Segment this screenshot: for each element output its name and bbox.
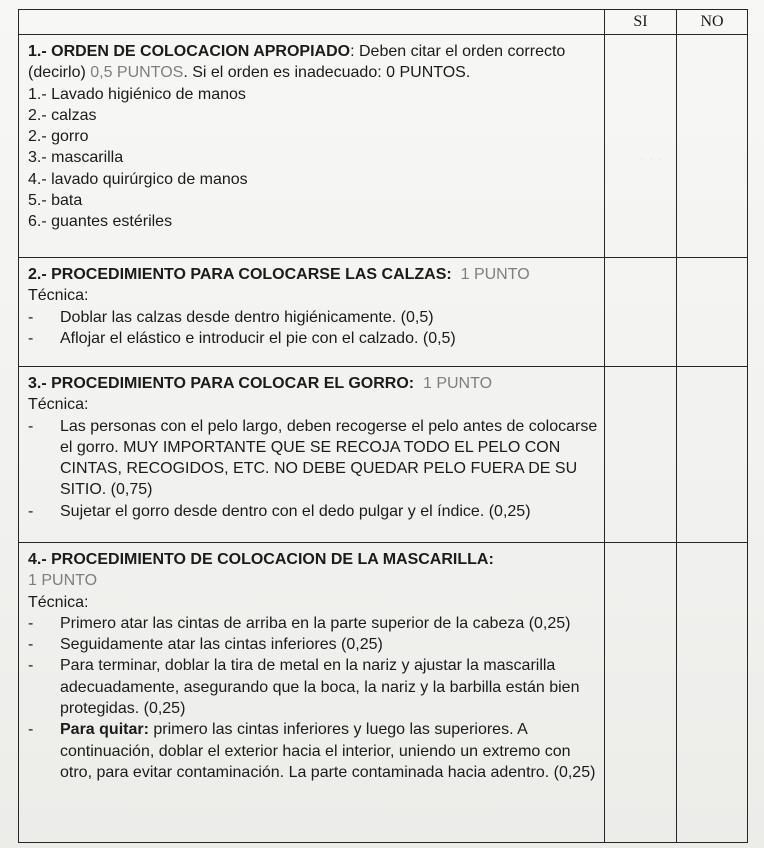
header-row	[19, 10, 748, 35]
header-blank-cell	[19, 10, 605, 35]
section-4-technique: Técnica:	[28, 593, 89, 611]
header-no: NO	[677, 10, 748, 35]
header-si: SI	[605, 10, 677, 35]
section-1-cell	[19, 35, 605, 258]
section-1-si-cell[interactable]	[605, 35, 677, 258]
section-1-intro-a: : Deben citar el orden correcto (decirlo)	[28, 43, 566, 82]
section-3-no-cell[interactable]	[677, 367, 748, 543]
section-1-intro	[28, 41, 600, 84]
order-item: 3.- mascarilla	[28, 149, 124, 167]
section-2-no-cell[interactable]	[677, 258, 748, 367]
section-4-bullet-remove	[28, 719, 600, 783]
section-4-no-cell[interactable]	[677, 543, 748, 843]
section-3-bullet: - Sujetar el gorro desde dentro con el dedo pulgar y el índice. (0,25)	[28, 501, 600, 522]
order-item: 4.- lavado quirúrgico de manos	[28, 170, 248, 188]
section-3-title: 3.- PROCEDIMIENTO PARA COLOCAR EL GORRO:	[28, 375, 415, 392]
section-3-bullet: - Las personas con el pelo largo, deben recogerse el pelo antes de colocarse el gorro. MUY IMPORTANTE QUE SE RECOJA TODO EL PELO CON CINTAS, RECOGIDOS, ETC. NO DEBE QUEDAR PELO FUERA DE SU SITIO. (0,75)	[28, 416, 600, 501]
section-3-si-cell[interactable]	[605, 367, 677, 543]
section-2-bullet: - Aflojar el elástico e introducir el pie con el calzado. (0,5)	[28, 328, 600, 349]
section-4-bullet: - Para terminar, doblar la tira de metal en la nariz y ajustar la mascarilla adecuadamente, asegurando que la boca, la nariz y la barbilla están bien protegidas. (0,25)	[28, 655, 600, 719]
order-item: 2.- calzas	[28, 106, 97, 124]
section-1-intro-b: . Si el orden es inadecuado: 0 PUNTOS.	[183, 64, 471, 82]
section-2-title: 2.- PROCEDIMIENTO PARA COLOCARSE LAS CALZAS:	[28, 266, 452, 283]
evaluation-table	[18, 9, 748, 843]
section-2-row	[19, 258, 748, 367]
order-item: 6.- guantes estériles	[28, 213, 173, 231]
section-4-title: 4.- PROCEDIMIENTO DE COLOCACION DE LA MASCARILLA:	[28, 551, 494, 568]
section-2-bullet: - Doblar las calzas desde dentro higiénicamente. (0,5)	[28, 307, 600, 328]
section-2-technique: Técnica:	[28, 287, 89, 305]
section-4-bullet: - Primero atar las cintas de arriba en la parte superior de la cabeza (0,25)	[28, 613, 600, 634]
section-2-points: 1 PUNTO	[460, 266, 530, 283]
section-4-points: 1 PUNTO	[28, 572, 98, 590]
remove-text: primero las cintas inferiores y luego las superiores. A continuación, doblar el exterior hacia el interior, uniendo un extremo con otro, para evitar contaminación. La parte contaminada hacia adentro. (0,25)	[60, 721, 596, 781]
bleed-through-text: · · ·	[640, 150, 662, 166]
section-3-cell	[19, 367, 605, 543]
section-2-si-cell[interactable]	[605, 258, 677, 367]
remove-label: Para quitar:	[60, 721, 149, 739]
section-1-title: 1.- ORDEN DE COLOCACION APROPIADO	[28, 43, 351, 60]
section-1-points: 0,5 PUNTOS	[90, 64, 184, 82]
order-item: 2.- gorro	[28, 128, 89, 146]
section-1-row	[19, 35, 748, 258]
section-3-row	[19, 367, 748, 543]
section-1-no-cell[interactable]	[677, 35, 748, 258]
section-3-technique: Técnica:	[28, 396, 89, 414]
section-2-cell	[19, 258, 605, 367]
section-4-bullet: - Seguidamente atar las cintas inferiores (0,25)	[28, 634, 600, 655]
section-4-row	[19, 543, 748, 843]
order-item: 5.- bata	[28, 192, 83, 210]
section-4-cell	[19, 543, 605, 843]
section-4-si-cell[interactable]	[605, 543, 677, 843]
section-3-points: 1 PUNTO	[422, 375, 493, 392]
order-item: 1.- Lavado higiénico de manos	[28, 85, 246, 103]
